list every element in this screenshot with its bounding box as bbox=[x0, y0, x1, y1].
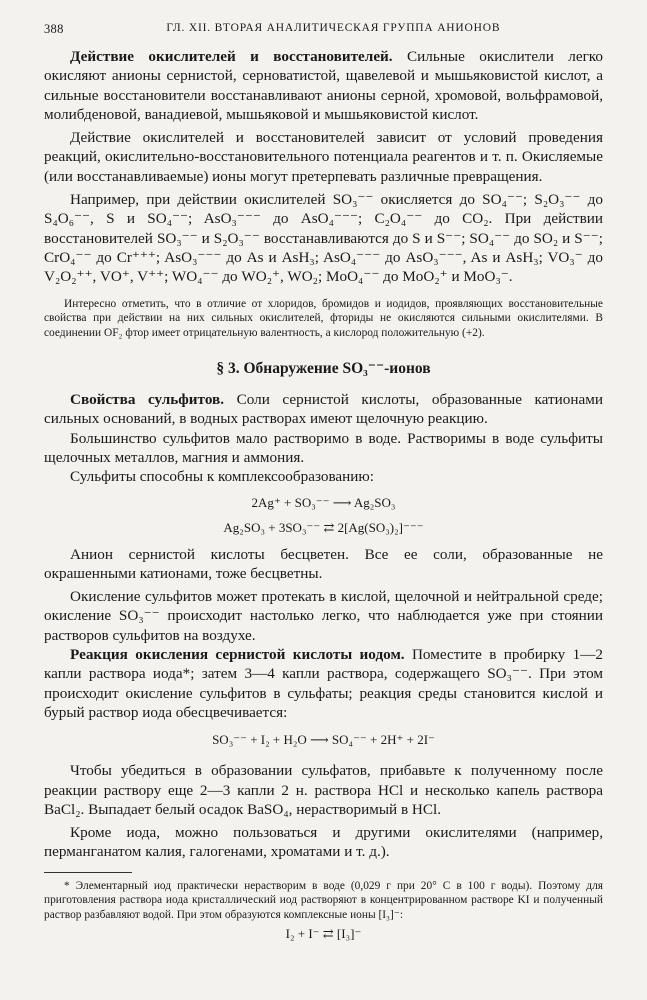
run-in-heading: Свойства сульфитов. bbox=[70, 391, 225, 409]
paragraph-sulfate-confirmation: Чтобы убедиться в образовании сульфатов, прибавьте к полученному после реакции раствору еще 2—3 капли 2 н. раствора HCl и несколько капель раствора BaCl₂. Выпадает белый осадок BaSO₄, нерастворимый в HCl. bbox=[44, 762, 603, 818]
footnote-equation: I₂ + I⁻ ⇄ [I₃]⁻ bbox=[285, 926, 362, 942]
reduction-list: SO₃⁻⁻ и S₂O₃⁻⁻ восстанавливаются до S и S⁻⁻; SO₄⁻⁻ до SO₂ и S⁻⁻; CrO₄⁻⁻ до Cr⁺⁺⁺; AsO₃⁻⁻⁻ до As и AsH₃; AsO₄⁻⁻⁻ до AsO₃⁻⁻⁻, As и AsH₃; VO₃⁻ до V₂O₂⁺⁺, VO⁺, V⁺⁺; WO₄⁻⁻ до WO₂⁺, WO₂; MoO₄⁻⁻ до MoO₂⁺ и MoO₃⁻. bbox=[44, 229, 604, 286]
footnote: * Элементарный иод практически нерастворим в воде (0,029 г при 20° C в 100 г воды). Поэтому для приготовления раствора иода кристаллический иод растворяют в концентрированном растворе KI и полученный раствор разбавляют водой. При этом образуются комплексные ионы [I₃]⁻: bbox=[44, 879, 603, 921]
paragraph-text: Сильные окислители легко окисляют анионы сернистой, серноватистой, щавелевой и мышьяковистой кислот, а сильные восстановители восстанавливают анионы серной, хромовой, вольфрамовой, молибденовой, ванадиевой, мышьяковой и мышьяковистой кислот. bbox=[44, 48, 603, 123]
fluoride-note: Интересно отметить, что в отличие от хлоридов, бромидов и иодидов, проявляющих восстановительные свойства при действии на них сильных окислителей, фториды не окисляются сильными окислителями. В соединении OF₂ фтор имеет отрицательную валентность, а кислород положительную (+2). bbox=[44, 297, 603, 339]
paragraph-colorless: Анион сернистой кислоты бесцветен. Все ее соли, образованные не окрашенными катионами, тоже бесцветны. bbox=[44, 545, 603, 582]
paragraph-text: Соли сернистой кислоты, образованные катионами сильных оснований, в водных растворах имеют щелочную реакцию. bbox=[44, 391, 603, 428]
equation-silver-sulfite: 2Ag⁺ + SO₃⁻⁻ ⟶ Ag₂SO₃ bbox=[251, 494, 396, 510]
paragraph-solubility: Большинство сульфитов мало растворимо в воде. Растворимы в воде сульфиты щелочных металлов, магния и аммония. bbox=[44, 429, 603, 466]
running-title: ГЛ. XII. ВТОРАЯ АНАЛИТИЧЕСКАЯ ГРУППА АНИОНОВ bbox=[166, 22, 501, 34]
run-in-heading: Реакция окисления сернистой кислоты иодом. bbox=[70, 646, 405, 664]
paragraph-sulfite-properties bbox=[44, 390, 603, 429]
paragraph-oxidation-media: Окисление сульфитов может протекать в кислой, щелочной и нейтральной среде; окисление SO₃⁻⁻ происходит настолько легко, что наблюдается уже при стоянии растворов сульфитов на воздухе. bbox=[44, 588, 603, 644]
paragraph-iodine-reaction bbox=[44, 645, 603, 722]
paragraph-examples bbox=[44, 190, 603, 286]
paragraph-other-oxidizers: Кроме иода, можно пользоваться и другими окислителями (например, перманганатом калия, галогенами, хроматами и т. д.). bbox=[44, 824, 603, 861]
run-in-heading: Действие окислителей и восстановителей. bbox=[70, 48, 393, 65]
footnote-divider bbox=[44, 872, 132, 873]
paragraph-text: Например, при действии окислителей bbox=[70, 191, 326, 209]
oxidation-list: SO₃⁻⁻ окисляется до SO₄⁻⁻; S₂O₃⁻⁻ до S₄O₆⁻⁻, S и SO₄⁻⁻; AsO₃⁻⁻⁻ до AsO₄⁻⁻⁻; C₂O₄⁻⁻ до CO₂. bbox=[44, 191, 603, 228]
section-heading: § 3. Обнаружение SO₃⁻⁻-ионов bbox=[216, 360, 431, 378]
page-number: 388 bbox=[44, 22, 64, 36]
paragraph-text: Поместите в пробирку 1—2 капли раствора иода*; затем 3—4 капли раствора, содержащего SO₃⁻⁻. При этом происходит окисление сульфитов в сульфаты; реакция среды становится кислой и бурый раствор иода обесцвечивается: bbox=[44, 646, 603, 721]
equation-silver-complex: Ag₂SO₃ + 3SO₃⁻⁻ ⇄ 2[Ag(SO₃)₂]⁻⁻⁻ bbox=[223, 519, 424, 535]
equation-block bbox=[44, 493, 603, 537]
running-header bbox=[44, 22, 603, 37]
paragraph-text: При действии восстановителей bbox=[44, 210, 604, 247]
equation-iodine-oxidation: SO₃⁻⁻ + I₂ + H₂O ⟶ SO₄⁻⁻ + 2H⁺ + 2I⁻ bbox=[212, 732, 435, 748]
paragraph-oxidizers-reducers bbox=[44, 47, 603, 124]
paragraph-conditions: Действие окислителей и восстановителей зависит от условий проведения реакций, окислительно-восстановительного потенциала реагентов и т. п. Окисляемые (или восстанавливаемые) ионы могут претерпевать различные превращения. bbox=[44, 129, 603, 185]
paragraph-complexation: Сульфиты способны к комплексообразованию: bbox=[70, 468, 374, 486]
